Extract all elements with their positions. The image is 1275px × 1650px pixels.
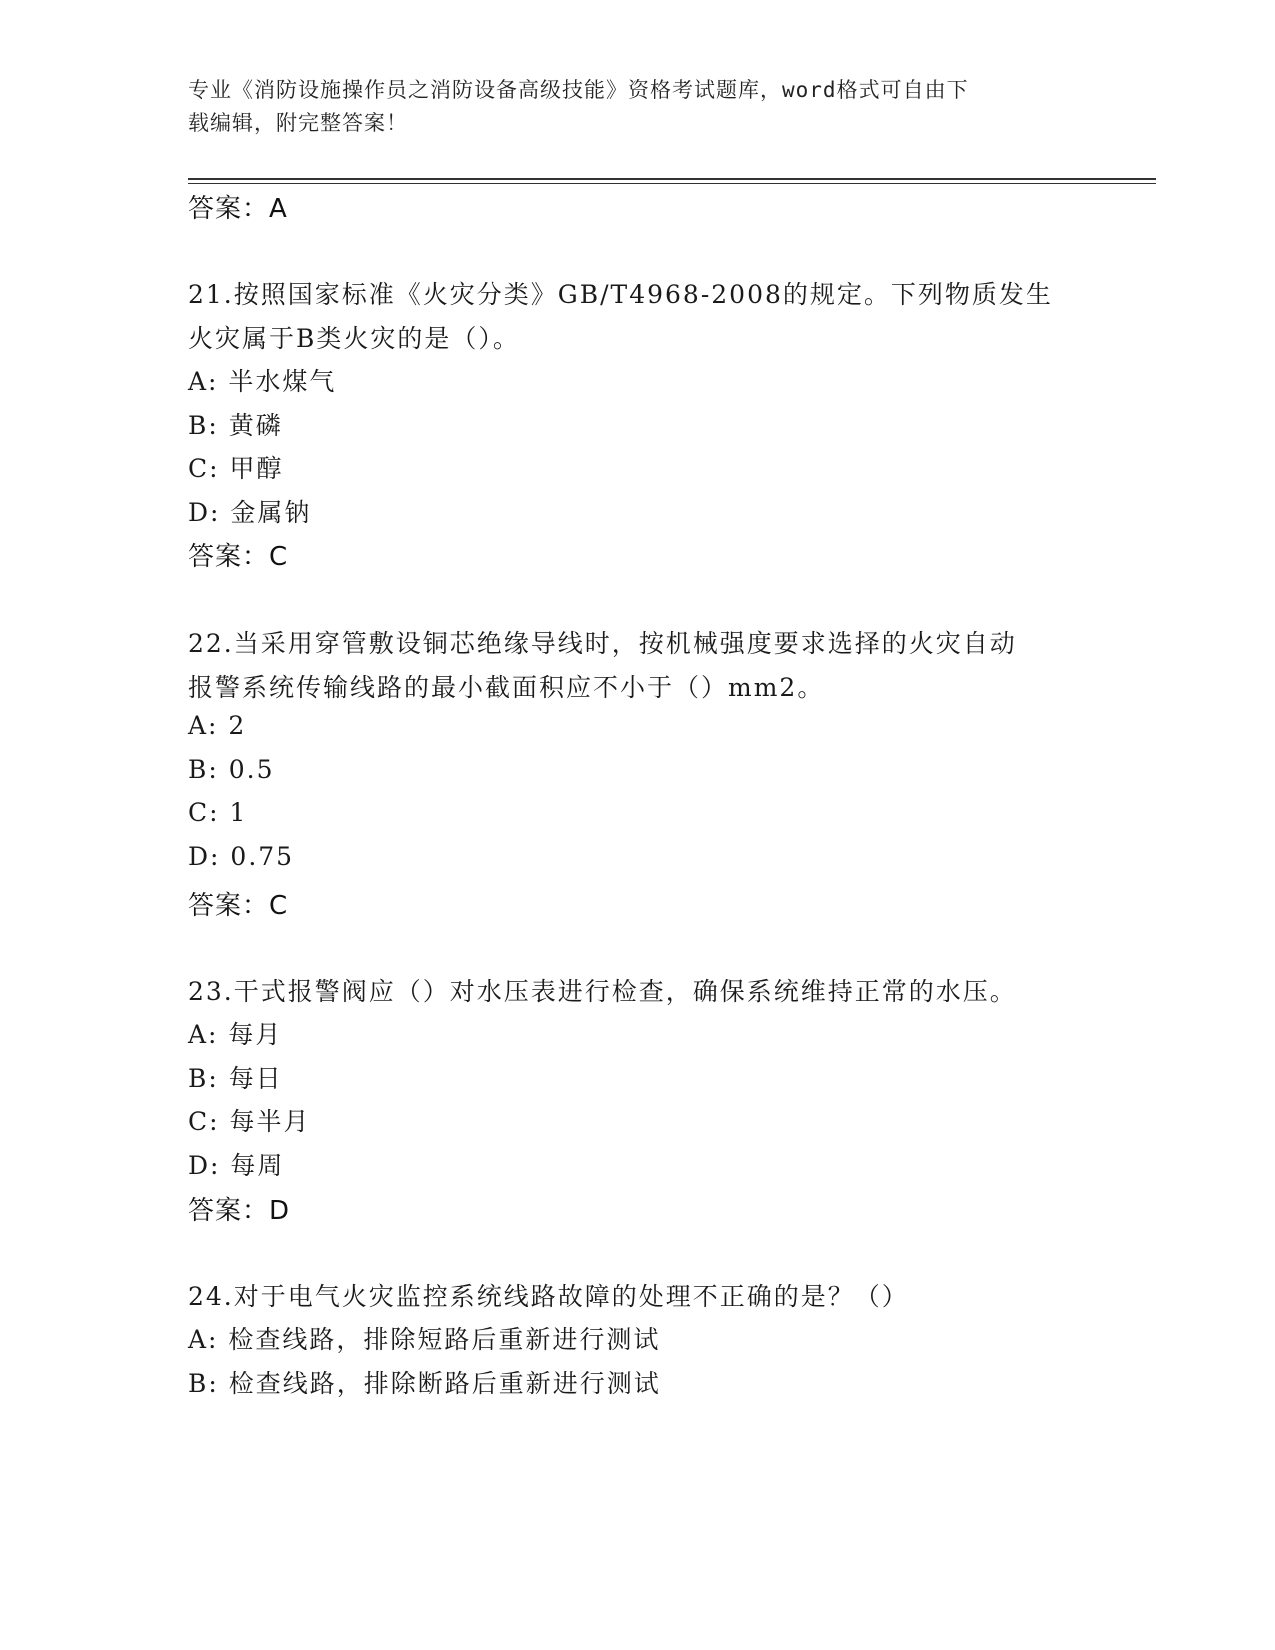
q22-text-line-2: 报警系统传输线路的最小截面积应不小于（）mm2。 — [188, 673, 825, 702]
q21-text-line-1: 21.按照国家标准《火灾分类》GB/T4968-2008的规定。下列物质发生 — [188, 280, 1053, 309]
q24-text-line-1: 24.对于电气火灾监控系统线路故障的处理不正确的是？（） — [188, 1282, 909, 1311]
header-line-2: 载编辑，附完整答案！ — [188, 111, 408, 135]
q21-option-c: C: 甲醇 — [188, 454, 284, 483]
q22-text-line-1: 22.当采用穿管敷设铜芯绝缘导线时，按机械强度要求选择的火灾自动 — [188, 629, 1017, 658]
document-header — [188, 74, 1068, 140]
q23-option-c: C: 每半月 — [188, 1107, 311, 1136]
q21-option-b: B: 黄磷 — [188, 411, 283, 440]
answer-prev: 答案：A — [188, 194, 288, 224]
header-divider-thick — [188, 178, 1156, 180]
q21-option-a: A: 半水煤气 — [188, 367, 337, 396]
q23-option-d: D: 每周 — [188, 1151, 285, 1180]
q23-option-a: A: 每月 — [188, 1020, 283, 1049]
q22-option-c: C: 1 — [188, 798, 248, 827]
q22-option-d: D: 0.75 — [188, 842, 295, 871]
q24-option-b: B: 检查线路，排除断路后重新进行测试 — [188, 1369, 661, 1398]
q23-answer: 答案：D — [188, 1196, 291, 1226]
q22-answer: 答案：C — [188, 891, 289, 921]
q21-text-line-2: 火灾属于B类火灾的是（）。 — [188, 324, 520, 353]
q21-answer: 答案：C — [188, 542, 289, 572]
q24-option-a: A: 检查线路，排除短路后重新进行测试 — [188, 1325, 661, 1354]
q23-option-b: B: 每日 — [188, 1064, 283, 1093]
q21-option-d: D: 金属钠 — [188, 498, 312, 527]
q22-option-b: B: 0.5 — [188, 755, 275, 784]
header-line-1: 专业《消防设施操作员之消防设备高级技能》资格考试题库，word格式可自由下 — [188, 78, 969, 102]
header-divider-thin — [188, 183, 1156, 184]
q22-option-a: A: 2 — [188, 711, 247, 740]
q23-text-line-1: 23.干式报警阀应（）对水压表进行检查，确保系统维持正常的水压。 — [188, 977, 1017, 1006]
